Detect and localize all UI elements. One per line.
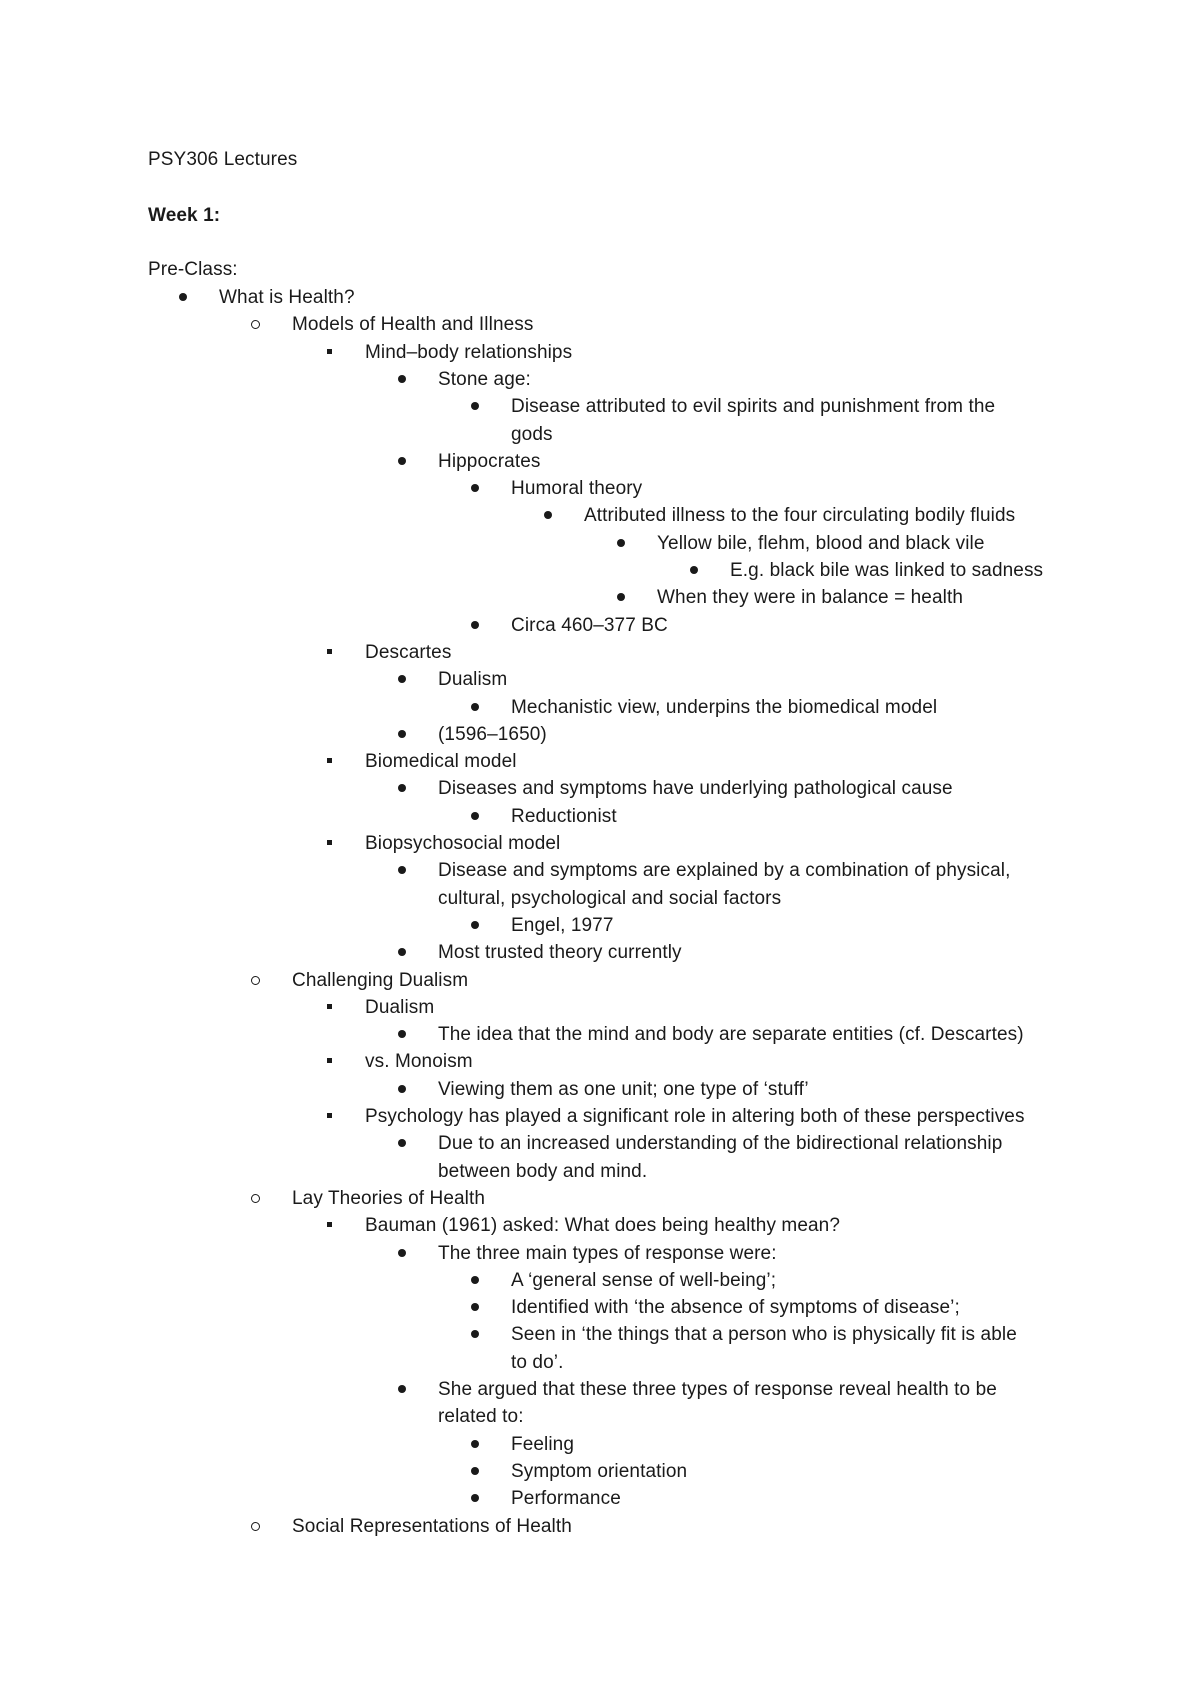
list-item: Challenging Dualism — [292, 969, 469, 991]
list-item: Feeling — [511, 1433, 575, 1455]
list-item: She argued that these three types of response reveal health to be — [438, 1379, 997, 1400]
list-item: Circa 460–377 BC — [511, 614, 668, 636]
list-item: Engel, 1977 — [511, 914, 614, 936]
disc-bullet-icon — [392, 775, 412, 803]
document-title: PSY306 Lectures — [148, 149, 298, 170]
list-item: vs. Monoism — [365, 1051, 473, 1073]
list-item: Due to an increased understanding of the bidirectional relationship — [438, 1133, 1003, 1155]
disc-bullet-icon — [538, 502, 558, 530]
disc-bullet-icon — [465, 475, 485, 503]
list-item-continuation: between body and mind. — [438, 1160, 648, 1182]
disc-bullet-icon — [611, 584, 631, 612]
disc-bullet-icon — [392, 1130, 412, 1158]
disc-bullet-icon — [465, 1267, 485, 1295]
disc-bullet-icon — [465, 1321, 485, 1349]
disc-bullet-icon — [465, 1458, 485, 1486]
list-item: Seen in ‘the things that a person who is physically fit is able — [511, 1324, 1017, 1346]
list-item: Biopsychosocial model — [365, 833, 561, 854]
square-bullet-icon — [319, 639, 339, 667]
list-item: Dualism — [365, 996, 435, 1018]
list-item: Descartes — [365, 641, 452, 663]
square-bullet-icon — [319, 830, 339, 858]
list-item: What is Health? — [219, 287, 355, 308]
square-bullet-icon — [319, 748, 339, 776]
circle-bullet-icon — [246, 1185, 266, 1213]
circle-bullet-icon — [246, 967, 266, 995]
list-item: Identified with ‘the absence of symptoms of disease’; — [511, 1297, 960, 1319]
circle-bullet-icon — [246, 1513, 266, 1541]
disc-bullet-icon — [392, 366, 412, 394]
list-item: The three main types of response were: — [438, 1242, 777, 1264]
disc-bullet-icon — [465, 1431, 485, 1459]
disc-bullet-icon — [611, 530, 631, 558]
disc-bullet-icon — [173, 284, 193, 312]
disc-bullet-icon — [392, 1076, 412, 1104]
disc-bullet-icon — [465, 803, 485, 831]
list-item: Yellow bile, flehm, blood and black vile — [657, 532, 985, 554]
list-item: Models of Health and Illness — [292, 314, 534, 336]
list-item: Stone age: — [438, 368, 531, 390]
list-item: Bauman (1961) asked: What does being healthy mean? — [365, 1215, 841, 1237]
list-item: Dualism — [438, 669, 508, 691]
disc-bullet-icon — [392, 1021, 412, 1049]
disc-bullet-icon — [392, 666, 412, 694]
list-item: The idea that the mind and body are separate entities (cf. Descartes) — [438, 1024, 1024, 1046]
list-item: Biomedical model — [365, 751, 517, 773]
list-item: Viewing them as one unit; one type of ‘stuff’ — [438, 1078, 809, 1100]
list-item: Hippocrates — [438, 450, 541, 472]
list-item: Humoral theory — [511, 478, 643, 500]
list-item: E.g. black bile was linked to sadness — [730, 560, 1044, 581]
disc-bullet-icon — [465, 912, 485, 940]
list-item: Psychology has played a significant role in altering both of these perspectives — [365, 1106, 1025, 1127]
list-item: Lay Theories of Health — [292, 1187, 486, 1209]
disc-bullet-icon — [465, 1485, 485, 1513]
list-item: When they were in balance = health — [657, 587, 964, 609]
square-bullet-icon — [319, 1048, 339, 1076]
list-item: Disease attributed to evil spirits and punishment from the — [511, 396, 996, 418]
disc-bullet-icon — [392, 857, 412, 885]
square-bullet-icon — [319, 1103, 339, 1131]
list-item: Disease and symptoms are explained by a combination of physical, — [438, 860, 1011, 882]
list-item: Most trusted theory currently — [438, 942, 682, 964]
list-item: Social Representations of Health — [292, 1515, 572, 1537]
disc-bullet-icon — [392, 448, 412, 476]
list-item: Reductionist — [511, 805, 617, 827]
list-item: Symptom orientation — [511, 1460, 688, 1482]
list-item: Mind–body relationships — [365, 341, 573, 363]
list-item-continuation: to do’. — [511, 1351, 564, 1373]
circle-bullet-icon — [246, 311, 266, 339]
disc-bullet-icon — [465, 694, 485, 722]
disc-bullet-icon — [392, 1376, 412, 1404]
list-item: Performance — [511, 1488, 621, 1510]
disc-bullet-icon — [465, 1294, 485, 1322]
list-item-continuation: gods — [511, 423, 553, 445]
list-item: Attributed illness to the four circulating bodily fluids — [584, 505, 1016, 527]
square-bullet-icon — [319, 339, 339, 367]
list-item: Diseases and symptoms have underlying pathological cause — [438, 778, 953, 800]
section-heading: Pre-Class: — [148, 259, 238, 280]
disc-bullet-icon — [465, 393, 485, 421]
disc-bullet-icon — [392, 721, 412, 749]
disc-bullet-icon — [392, 939, 412, 967]
disc-bullet-icon — [684, 557, 704, 585]
list-item: (1596–1650) — [438, 723, 547, 745]
list-item: A ‘general sense of well-being’; — [511, 1269, 777, 1291]
list-item-continuation: related to: — [438, 1406, 524, 1428]
list-item-continuation: cultural, psychological and social factors — [438, 887, 782, 909]
square-bullet-icon — [319, 1212, 339, 1240]
disc-bullet-icon — [465, 612, 485, 640]
week-heading: Week 1: — [148, 205, 221, 226]
list-item: Mechanistic view, underpins the biomedical model — [511, 696, 938, 718]
square-bullet-icon — [319, 994, 339, 1022]
disc-bullet-icon — [392, 1240, 412, 1268]
